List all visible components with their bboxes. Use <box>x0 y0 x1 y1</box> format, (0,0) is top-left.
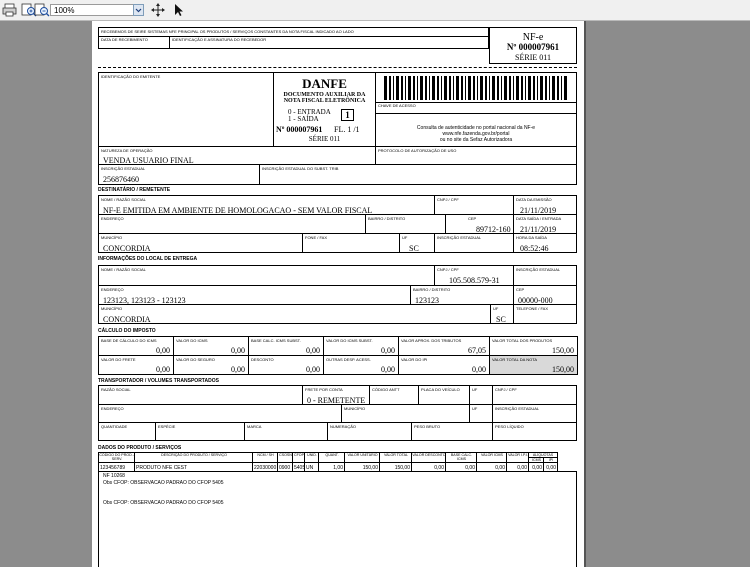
produtos-info1: NF 10268 <box>103 473 125 479</box>
imposto-value: 0,00 <box>156 365 170 374</box>
transp-placa-label: PLACA DO VEÍCULO <box>421 387 460 392</box>
barcode-bar <box>501 76 502 100</box>
transp-uf-box <box>469 385 493 405</box>
imposto-grid <box>98 336 577 376</box>
transp-municipio-box <box>341 404 470 423</box>
entrega-endereco-box <box>98 285 411 305</box>
transp-qtd-box <box>98 422 156 441</box>
dest-cep-label: CEP <box>468 216 477 221</box>
imposto-label: VALOR TOTAL DA NOTA <box>492 357 538 362</box>
barcode-bar <box>516 76 519 100</box>
entrega-section: INFORMAÇÕES DO LOCAL DE ENTREGA <box>98 256 198 262</box>
dest-cep-box <box>445 214 514 234</box>
entrega-ie-box <box>513 265 577 286</box>
entrega-nome-box <box>98 265 435 286</box>
danfe-subtitle1: DOCUMENTO AUXILIAR DA <box>283 92 366 98</box>
produtos-value-vicms: 0,00 <box>495 465 505 471</box>
barcode-bar <box>480 76 483 100</box>
dest-municipio-label: MUNICÍPIO <box>101 235 123 240</box>
natureza-value: VENDA USUARIO FINAL <box>103 156 194 165</box>
imposto-value: 0,00 <box>381 365 395 374</box>
barcode-bar <box>497 76 499 100</box>
barcode-bar <box>408 76 411 100</box>
dest-emissao-label: DATA DA EMISSÃO <box>516 197 552 202</box>
danfe-folha: FL. 1 /1 <box>334 125 360 134</box>
produtos-header-ncm: NCM / SH <box>257 453 274 457</box>
produtos-header-vdesc: VALOR DESCONTO <box>412 453 446 457</box>
transp-municipio-label: MUNICÍPIO <box>344 406 366 411</box>
barcode-bar <box>557 76 559 100</box>
dest-saida: 21/11/2019 <box>520 225 557 234</box>
chave-consulta1: Consulta de autenticidade no portal nacional da NF-e <box>416 125 536 131</box>
imposto-cell <box>489 336 578 356</box>
imposto-cell <box>248 336 324 356</box>
produtos-value-descricao: PRODUTO NFE CEST <box>136 465 188 471</box>
viewer-toolbar <box>0 0 750 21</box>
barcode-bar <box>465 76 466 100</box>
imposto-cell <box>98 336 174 356</box>
transp-pesobruto-box <box>411 422 493 441</box>
entrega-cep-box <box>513 285 577 305</box>
barcode-bar <box>384 76 387 100</box>
transp-cnpj-box <box>492 385 577 405</box>
produtos-header-qtd: QUANT. <box>325 453 339 457</box>
imposto-label: VALOR TOTAL DOS PRODUTOS <box>492 338 553 343</box>
barcode-bar <box>456 76 459 100</box>
entrega-telefone-label: TELEFONE / FAX <box>516 306 549 311</box>
dest-uf-box <box>399 233 435 253</box>
barcode <box>384 76 570 100</box>
canhoto-nfe: NF-e <box>522 32 544 43</box>
produtos-header-bc: BASE CALC. ICMS <box>450 453 473 461</box>
transp-antt-label: CÓDIGO ANTT <box>372 387 400 392</box>
dest-bairro-box <box>365 214 446 234</box>
imposto-cell <box>248 355 324 375</box>
danfe-saida: 1 - SAÍDA <box>288 115 319 123</box>
barcode-bar <box>533 76 535 100</box>
barcode-bar <box>549 76 550 100</box>
entrega-telefone-box <box>513 304 577 324</box>
produtos-value-bc: 0,00 <box>465 465 475 471</box>
imposto-value: 150,00 <box>552 346 574 355</box>
transp-pesoliq-box <box>492 422 577 441</box>
canhoto-numero: Nº 000007961 <box>506 42 560 52</box>
dest-nome: NF-E EMITIDA EM AMBIENTE DE HOMOLOGACAO - SEM VALOR FISCAL <box>103 206 373 215</box>
produtos-value-qtd: 1,00 <box>333 465 343 471</box>
transp-razao-box <box>98 385 303 405</box>
imposto-value: 0,00 <box>381 346 395 355</box>
produtos-value-codigo: 123456789 <box>100 465 126 471</box>
barcode-bar <box>489 76 490 100</box>
barcode-bar <box>389 76 391 100</box>
dest-uf-label: UF <box>402 235 408 240</box>
chave-box <box>375 72 577 147</box>
barcode-bar <box>393 76 394 100</box>
produtos-header-vunit: VALOR UNITÁRIO <box>347 453 378 457</box>
produtos-value-vipi: 0,00 <box>517 465 527 471</box>
entrega-bairro: 123123 <box>415 296 439 305</box>
entrega-municipio: CONCORDIA <box>103 315 151 324</box>
imposto-value: 0,00 <box>156 346 170 355</box>
imposto-value: 0,00 <box>306 346 320 355</box>
ie-st-label: INSCRIÇÃO ESTADUAL DO SUBST. TRIB <box>262 166 339 171</box>
produtos-value-pipi: 0,00 <box>546 465 556 471</box>
imposto-label: VALOR DO ICMS <box>176 338 208 343</box>
dest-fone-label: FONE / FAX <box>305 235 328 240</box>
produtos-value-vunit: 150,00 <box>362 465 378 471</box>
imposto-cell <box>98 355 174 375</box>
barcode-bar <box>425 76 427 100</box>
dest-cnpj-label: CNPJ / CPF <box>437 197 459 202</box>
produtos-value-cst: 0900 <box>279 465 291 471</box>
barcode-bar <box>561 76 562 100</box>
dest-nome-box <box>98 195 435 215</box>
transportador-section: TRANSPORTADOR / VOLUMES TRANSPORTADOS <box>98 378 219 384</box>
zoom-out-icon[interactable] <box>34 3 50 17</box>
imposto-value: 0,00 <box>231 346 245 355</box>
imposto-cell <box>323 355 399 375</box>
protocolo-label: PROTOCOLO DE AUTORIZAÇÃO DE USO <box>378 148 457 153</box>
emitente-box <box>98 72 274 147</box>
imposto-value: 150,00 <box>552 365 574 374</box>
produtos-value-vdesc: 0,00 <box>434 465 444 471</box>
danfe-title: DANFE <box>302 76 347 91</box>
protocolo-box <box>375 146 577 165</box>
dest-ie-box <box>434 233 514 253</box>
transp-qtd-label: QUANTIDADE <box>101 424 128 429</box>
entrega-cnpj-box <box>434 265 514 286</box>
danfe-serie: SÉRIE 011 <box>308 135 341 143</box>
transp-numeracao-label: NUMERAÇÃO <box>330 424 357 429</box>
danfe-box <box>273 72 376 147</box>
natureza-box <box>98 146 376 165</box>
dest-municipio: CONCORDIA <box>103 244 151 253</box>
produtos-header-picms: ICMS <box>532 458 541 462</box>
produtos-info3: Obs CFOP: OBSERVACAO PADRAO DO CFOP 5405 <box>103 500 224 506</box>
imposto-cell <box>173 355 249 375</box>
ie-value: 256876460 <box>103 175 139 184</box>
canhoto-ident-label: IDENTIFICAÇÃO E ASSINATURA DO RECEBEDOR <box>172 37 267 42</box>
barcode-bar <box>413 76 415 100</box>
imposto-cell <box>173 336 249 356</box>
entrega-ie-label: INSCRIÇÃO ESTADUAL <box>516 267 561 272</box>
dest-endereco-label: ENDEREÇO <box>101 216 124 221</box>
canhoto-box <box>98 27 489 49</box>
destinatario-section: DESTINATÁRIO / REMETENTE <box>98 187 171 193</box>
entrega-municipio-box <box>98 304 491 324</box>
barcode-bar <box>537 76 538 100</box>
dest-saida-box <box>513 214 577 234</box>
dest-hora-box <box>513 233 577 253</box>
barcode-bar <box>545 76 547 100</box>
transp-ie-label: INSCRIÇÃO ESTADUAL <box>495 406 540 411</box>
chevron-down-icon[interactable] <box>133 4 144 16</box>
transp-frete-label: FRETE POR CONTA <box>305 387 343 392</box>
dest-hora: 08:52:46 <box>520 244 549 253</box>
barcode-bar <box>429 76 430 100</box>
barcode-bar <box>468 76 471 100</box>
produtos-header-codigo: CÓDIGO DO PROD. / SERV. <box>99 453 135 461</box>
entrega-uf-label: UF <box>493 306 499 311</box>
dest-uf: SC <box>409 244 419 253</box>
imposto-label: VALOR DO ICMS SUBST. <box>326 338 373 343</box>
produtos-table <box>98 452 577 472</box>
canhoto-data-label: DATA DE RECEBIMENTO <box>101 37 148 42</box>
entrega-bairro-label: BAIRRO / DISTRITO <box>413 287 451 292</box>
transp-endereco-box <box>98 404 342 423</box>
dest-fone-box <box>302 233 400 253</box>
transp-ie-box <box>492 404 577 423</box>
produtos-value-ncm: 22030000 <box>254 465 277 471</box>
transp-cnpj-label: CNPJ / CPF <box>495 387 517 392</box>
barcode-bar <box>405 76 406 100</box>
entrega-cep: 00000-000 <box>518 296 553 305</box>
produtos-header-vtotal: VALOR TOTAL <box>383 453 409 457</box>
entrega-endereco-label: ENDEREÇO <box>101 287 124 292</box>
zoom-value: 100% <box>54 6 75 15</box>
transp-marca-label: MARCA <box>247 424 262 429</box>
imposto-cell <box>398 355 490 375</box>
entrega-municipio-label: MUNICÍPIO <box>101 306 123 311</box>
produtos-header-vipi: VALOR I.P.I. <box>508 453 528 457</box>
entrega-uf: SC <box>496 315 506 324</box>
ie-label: INSCRIÇÃO ESTADUAL <box>101 166 146 171</box>
transp-frete: 0 - REMETENTE <box>307 396 366 405</box>
viewer-background-right <box>585 21 750 567</box>
produtos-header-descricao: DESCRIÇÃO DO PRODUTO / SERVIÇO <box>161 453 227 457</box>
natureza-label: NATUREZA DE OPERAÇÃO <box>101 148 153 153</box>
transp-numeracao-box <box>327 422 412 441</box>
imposto-value: 0,00 <box>472 365 486 374</box>
danfe-subtitle2: NOTA FISCAL ELETRÔNICA <box>283 98 366 104</box>
ie-st-box <box>259 164 577 185</box>
produtos-value-cfop: 5405 <box>294 465 306 471</box>
ie-box <box>98 164 260 185</box>
barcode-bar <box>525 76 526 100</box>
transp-endereco-label: ENDEREÇO <box>101 406 124 411</box>
dest-cnpj-box <box>434 195 514 215</box>
barcode-bar <box>513 76 514 100</box>
dest-emissao-box <box>513 195 577 215</box>
barcode-bar <box>540 76 543 100</box>
imposto-value: 67,05 <box>468 346 486 355</box>
transp-placa-box <box>418 385 470 405</box>
print-icon[interactable] <box>2 3 18 17</box>
barcode-bar <box>461 76 463 100</box>
imposto-cell <box>398 336 490 356</box>
entrega-cnpj: 105.508.579-31 <box>449 276 500 285</box>
barcode-bar <box>485 76 487 100</box>
cut-line <box>98 67 577 68</box>
produtos-info-box <box>98 471 577 567</box>
transp-razao-label: RAZÃO SOCIAL <box>101 387 131 392</box>
transp-especie-label: ESPÉCIE <box>158 424 176 429</box>
imposto-label: BASE CALC. ICMS SUBST. <box>251 338 301 343</box>
produtos-aliquotas-header <box>528 452 558 458</box>
entrega-cnpj-label: CNPJ / CPF <box>437 267 459 272</box>
barcode-bar <box>437 76 439 100</box>
entrega-nome-label: NOME / RAZÃO SOCIAL <box>101 267 146 272</box>
entrega-cep-label: CEP <box>516 287 525 292</box>
canhoto-nfe-box <box>489 27 577 64</box>
produtos-header-cfop: CFOP <box>294 453 304 457</box>
dest-nome-label: NOME / RAZÃO SOCIAL <box>101 197 146 202</box>
barcode-bar <box>453 76 454 100</box>
viewer-background-left <box>0 21 92 567</box>
imposto-value: 0,00 <box>231 365 245 374</box>
entrega-uf-box <box>490 304 514 324</box>
dest-endereco-box <box>98 214 366 234</box>
produtos-header-cst: CSOSN <box>279 453 292 457</box>
barcode-bar <box>417 76 418 100</box>
barcode-bar <box>552 76 555 100</box>
chave-consulta2: www.nfe.fazenda.gov.br/portal <box>442 131 510 137</box>
barcode-bar <box>420 76 423 100</box>
pointer-icon[interactable] <box>170 3 186 17</box>
produtos-header-pipi: IPI <box>548 458 554 462</box>
barcode-bar <box>509 76 511 100</box>
transp-uf2-label: UF <box>472 406 478 411</box>
dest-emissao: 21/11/2019 <box>520 206 557 215</box>
transp-marca-box <box>244 422 328 441</box>
dest-municipio-box <box>98 233 303 253</box>
imposto-cell <box>323 336 399 356</box>
danfe-tipo: 1 <box>341 109 354 121</box>
emitente-label: IDENTIFICAÇÃO DO EMITENTE <box>101 74 161 79</box>
dest-bairro-label: BAIRRO / DISTRITO <box>368 216 406 221</box>
imposto-cell <box>489 355 578 375</box>
produtos-section: DADOS DO PRODUTO / SERVIÇOS <box>98 445 182 451</box>
entrega-bairro-box <box>410 285 514 305</box>
zoom-select[interactable] <box>50 4 144 16</box>
danfe-page <box>92 21 584 567</box>
transp-uf-label: UF <box>472 387 478 392</box>
canhoto-recebemos-label: RECEBEMOS DE SEIRE SISTEMAS NFE PRINCIPAL OS PRODUTOS / SERVIÇOS CONSTANTES DA NOTA FISCAL INDICADO AO LADO <box>101 29 354 34</box>
produtos-header-aliq: ALÍQUOTAS <box>532 453 554 457</box>
danfe-entrada: 0 - ENTRADA <box>288 108 331 116</box>
barcode-bar <box>564 76 567 100</box>
pan-icon[interactable] <box>150 3 166 17</box>
barcode-bar <box>473 76 475 100</box>
produtos-value-vtotal: 150,00 <box>394 465 410 471</box>
imposto-section: CÁLCULO DO IMPOSTO <box>98 328 156 334</box>
chave-label: CHAVE DE ACESSO <box>378 103 416 108</box>
canhoto-serie: SÉRIE 011 <box>515 53 551 62</box>
dest-cep: 89712-160 <box>476 225 511 234</box>
barcode-bar <box>528 76 531 100</box>
transp-uf2-box <box>469 404 493 423</box>
produtos-info2: Obs CFOP: OBSERVACAO PADRAO DO CFOP 5405 <box>103 480 224 486</box>
dest-hora-label: HORA DA SAÍDA <box>516 235 547 240</box>
produtos-header-unid: UNID. <box>307 453 317 457</box>
chave-consulta3: ou no site da Sefaz Autorizadora <box>439 137 513 143</box>
transp-pesobruto-label: PESO BRUTO <box>414 424 441 429</box>
dest-saida-label: DATA SAÍDA / ENTRADA <box>516 216 562 221</box>
barcode-bar <box>492 76 495 100</box>
barcode-bar <box>504 76 507 100</box>
barcode-bar <box>521 76 523 100</box>
transp-especie-box <box>155 422 245 441</box>
imposto-label: DESCONTO <box>251 357 274 362</box>
transp-pesoliq-label: PESO LÍQUIDO <box>495 424 524 429</box>
dest-ie-label: INSCRIÇÃO ESTADUAL <box>437 235 482 240</box>
imposto-label: VALOR APROX. DOS TRIBUTOS <box>401 338 462 343</box>
barcode-bar <box>432 76 435 100</box>
barcode-bar <box>449 76 451 100</box>
imposto-label: VALOR DO SEGURO <box>176 357 215 362</box>
produtos-header-vicms: VALOR ICMS <box>481 453 503 457</box>
produtos-value-unid: UN <box>306 465 314 471</box>
imposto-value: 0,00 <box>306 365 320 374</box>
produtos-value-picms: 0,00 <box>532 465 542 471</box>
barcode-bar <box>401 76 403 100</box>
transp-frete-box <box>302 385 370 405</box>
imposto-label: BASE DE CÁLCULO DO ICMS <box>101 338 157 343</box>
barcode-bar <box>441 76 442 100</box>
transp-antt-box <box>369 385 419 405</box>
imposto-label: OUTRAS DESP. ACESS. <box>326 357 371 362</box>
barcode-bar <box>477 76 478 100</box>
entrega-endereco: 123123, 123123 - 123123 <box>103 296 186 305</box>
barcode-bar <box>396 76 399 100</box>
barcode-bar <box>444 76 447 100</box>
imposto-label: VALOR DO IPI <box>401 357 428 362</box>
danfe-numero: Nº 000007961 <box>276 125 323 134</box>
imposto-label: VALOR DO FRETE <box>101 357 136 362</box>
